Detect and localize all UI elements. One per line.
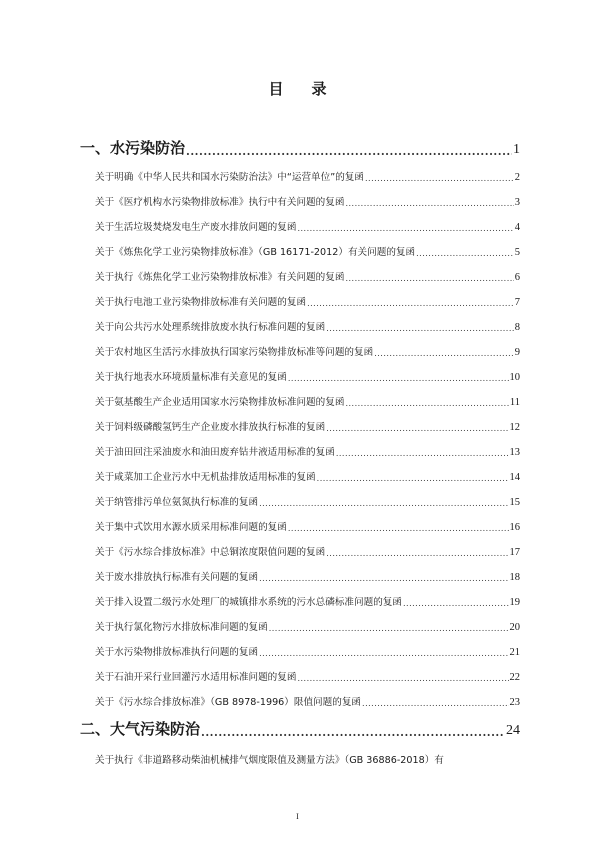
leader-dots xyxy=(317,474,509,483)
entry-title: 关于集中式饮用水源水质采用标准问题的复函 xyxy=(95,522,287,533)
entry-title: 关于执行氯化物污水排放标准问题的复函 xyxy=(95,622,268,633)
leader-dots xyxy=(288,374,509,383)
page-number: 10 xyxy=(509,372,520,383)
entry-title: 关于农村地区生活污水排放执行国家污染物排放标准等问题的复函 xyxy=(95,347,374,358)
leader-dots xyxy=(326,549,508,558)
toc-entry[interactable] xyxy=(95,444,520,458)
page-number: 3 xyxy=(514,197,520,208)
toc-section-air[interactable] xyxy=(80,719,520,739)
section-title: 二、大气污染防治 xyxy=(80,720,201,738)
toc-entry[interactable] xyxy=(95,419,520,433)
leader-dots xyxy=(326,324,514,333)
leader-dots xyxy=(403,599,509,608)
entry-title: 关于水污染物排放标准执行问题的复函 xyxy=(95,647,259,658)
entry-title: 关于《污水综合排放标准》（GB 8978-1996）限值问题的复函 xyxy=(95,697,362,708)
leader-dots xyxy=(365,174,514,183)
entry-title: 关于生活垃圾焚烧发电生产废水排放问题的复函 xyxy=(95,222,297,233)
leader-dots xyxy=(345,399,508,408)
page-number: 23 xyxy=(509,697,520,708)
entry-title: 关于氨基酸生产企业适用国家水污染物排放标准问题的复函 xyxy=(95,397,345,408)
entry-title: 关于油田回注采油废水和油田废弃钻井液适用标准的复函 xyxy=(95,447,335,458)
leader-dots xyxy=(186,145,512,158)
entry-title: 关于纳管排污单位氨氮执行标准的复函 xyxy=(95,497,259,508)
toc-entry[interactable] xyxy=(95,669,520,683)
leader-dots xyxy=(326,424,508,433)
leader-dots xyxy=(201,726,505,739)
toc-entry[interactable] xyxy=(95,344,520,358)
toc-entry[interactable] xyxy=(95,169,520,183)
toc-entry[interactable] xyxy=(95,294,520,308)
toc-entry[interactable] xyxy=(95,594,520,608)
toc-entry[interactable] xyxy=(95,544,520,558)
leader-dots xyxy=(362,699,508,708)
entry-title: 关于《污水综合排放标准》中总铜浓度限值问题的复函 xyxy=(95,547,326,558)
section-title: 一、水污染防治 xyxy=(80,139,186,157)
page-number: 24 xyxy=(506,723,520,738)
leader-dots xyxy=(374,349,514,358)
leader-dots xyxy=(259,499,508,508)
page-number: 8 xyxy=(514,322,520,333)
leader-dots xyxy=(307,299,514,308)
toc-entry[interactable] xyxy=(95,694,520,708)
toc-title-char: 录 xyxy=(311,80,327,98)
toc-entry[interactable] xyxy=(95,569,520,583)
leader-dots xyxy=(259,574,508,583)
page-number: 14 xyxy=(509,472,520,483)
entry-title: 关于咸菜加工企业污水中无机盐排放适用标准的复函 xyxy=(95,472,316,483)
entry-title: 关于废水排放执行标准有关问题的复函 xyxy=(95,572,259,583)
page-number: 18 xyxy=(509,572,520,583)
page-number: 15 xyxy=(509,497,520,508)
page-number: 19 xyxy=(509,597,520,608)
page-number: 9 xyxy=(514,347,520,358)
entry-title: 关于向公共污水处理系统排放废水执行标准问题的复函 xyxy=(95,322,326,333)
toc-section-water[interactable] xyxy=(80,138,520,158)
leader-dots xyxy=(269,624,509,633)
entry-title: 关于排入设置二级污水处理厂的城镇排水系统的污水总磷标准问题的复函 xyxy=(95,597,402,608)
toc-entry-continued[interactable]: 关于执行《非道路移动柴油机械排气烟度限值及测量方法》（GB 36886-2018）有 xyxy=(95,755,444,766)
toc-entry[interactable] xyxy=(95,519,520,533)
page-number: 13 xyxy=(509,447,520,458)
toc-entry[interactable] xyxy=(95,394,520,408)
page-number: 6 xyxy=(514,272,520,283)
page-number: 17 xyxy=(509,547,520,558)
leader-dots xyxy=(416,249,514,258)
toc-title xyxy=(0,78,595,99)
page-number: 7 xyxy=(514,297,520,308)
page-number: 22 xyxy=(509,672,520,683)
leader-dots xyxy=(288,524,509,533)
page-number: 2 xyxy=(514,172,520,183)
toc-entry[interactable] xyxy=(95,619,520,633)
page-number: 20 xyxy=(509,622,520,633)
leader-dots xyxy=(345,274,513,283)
toc-entry[interactable] xyxy=(95,469,520,483)
leader-dots xyxy=(259,649,508,658)
toc-entry[interactable] xyxy=(95,644,520,658)
page-number: 16 xyxy=(509,522,520,533)
toc-entry[interactable] xyxy=(95,219,520,233)
entry-title: 关于执行地表水环境质量标准有关意见的复函 xyxy=(95,372,287,383)
entry-title: 关于执行电池工业污染物排放标准有关问题的复函 xyxy=(95,297,307,308)
page-number: 5 xyxy=(514,247,520,258)
leader-dots xyxy=(345,199,513,208)
leader-dots xyxy=(336,449,509,458)
entry-title: 关于明确《中华人民共和国水污染防治法》中“运营单位”的复函 xyxy=(95,172,364,183)
toc-title-char: 目 xyxy=(268,80,284,98)
page-number: 1 xyxy=(513,142,520,157)
leader-dots xyxy=(297,674,508,683)
toc-entry[interactable] xyxy=(95,194,520,208)
entry-title: 关于《医疗机构水污染物排放标准》执行中有关问题的复函 xyxy=(95,197,345,208)
footer-page-number: I xyxy=(296,812,299,821)
leader-dots xyxy=(297,224,513,233)
entry-title: 关于《炼焦化学工业污染物排放标准》（GB 16171-2012）有关问题的复函 xyxy=(95,247,416,258)
toc-entry[interactable] xyxy=(95,319,520,333)
entry-title: 关于饲料级磷酸氢钙生产企业废水排放执行标准的复函 xyxy=(95,422,326,433)
page-number: 11 xyxy=(509,397,520,408)
toc-entry[interactable] xyxy=(95,369,520,383)
page-number: 4 xyxy=(514,222,520,233)
entry-title: 关于执行《炼焦化学工业污染物排放标准》有关问题的复函 xyxy=(95,272,345,283)
page-number: 21 xyxy=(509,647,520,658)
page-number: 12 xyxy=(509,422,520,433)
toc-entry[interactable] xyxy=(95,494,520,508)
entry-title: 关于石油开采行业回灌污水适用标准问题的复函 xyxy=(95,672,297,683)
toc-entry[interactable] xyxy=(95,244,520,258)
toc-entry[interactable] xyxy=(95,269,520,283)
